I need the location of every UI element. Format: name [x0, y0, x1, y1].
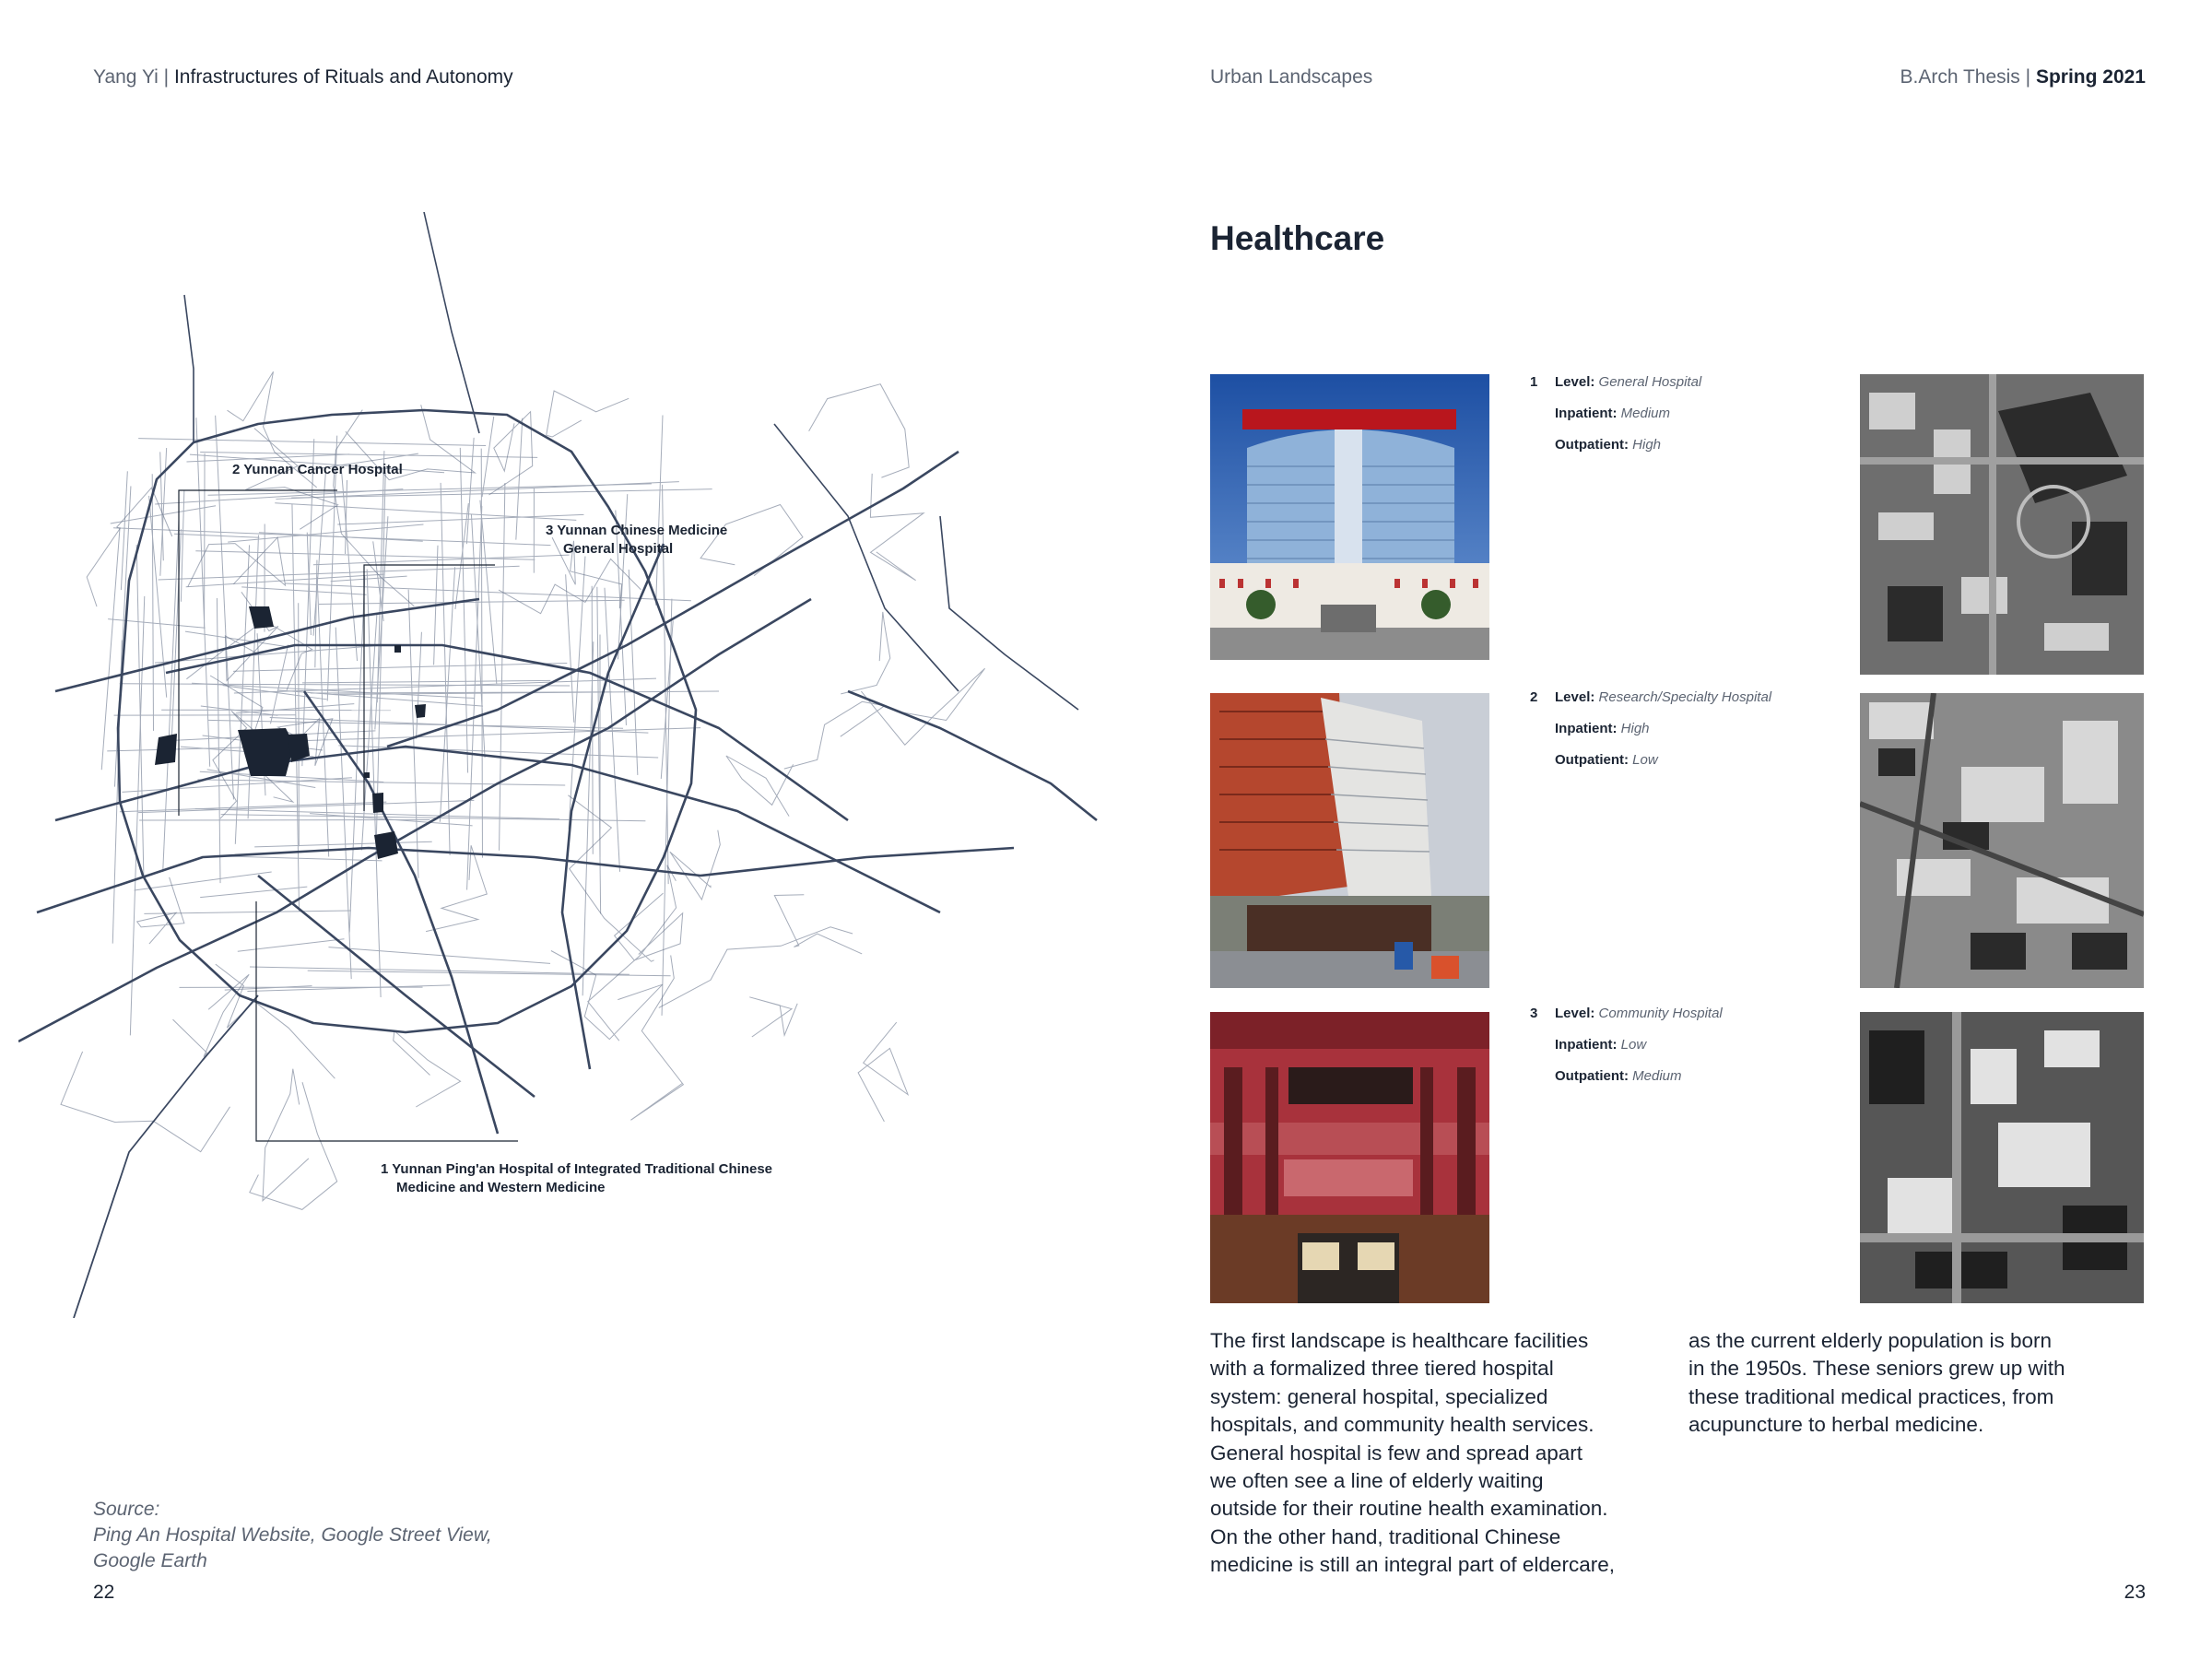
- city-street-map: [18, 212, 1106, 1318]
- hospital-3-photo: [1210, 1012, 1489, 1303]
- outpatient-row: Outpatient: High: [1555, 437, 1662, 453]
- hospital-footprint: [249, 606, 274, 629]
- outpatient-row: Outpatient: Medium: [1555, 1068, 1682, 1084]
- hospital-3-info: [1530, 998, 1723, 1092]
- map-label-chinese-medicine-line1: 3 Yunnan Chinese Medicine: [546, 523, 728, 538]
- hospital-2-satellite: [1860, 693, 2144, 988]
- level-row: Level: Community Hospital: [1555, 1006, 1723, 1021]
- map-label-cancer-hospital: 2 Yunnan Cancer Hospital: [232, 462, 403, 477]
- hospital-3-satellite: [1860, 1012, 2144, 1303]
- hospital-footprint: [364, 772, 370, 778]
- hospital-number: 3: [1530, 1006, 1538, 1021]
- hospital-1-photo: [1210, 374, 1489, 660]
- page-number-left: 22: [93, 1582, 115, 1603]
- inpatient-row: Inpatient: High: [1555, 721, 1650, 736]
- term: Spring 2021: [2035, 66, 2146, 88]
- running-header-right: B.Arch Thesis | Spring 2021: [1900, 66, 2146, 88]
- level-row: Level: Research/Specialty Hospital: [1555, 689, 1772, 705]
- hospital-footprint: [415, 704, 426, 718]
- hospital-footprint: [155, 734, 177, 765]
- hospital-footprint: [372, 793, 383, 813]
- outpatient-row: Outpatient: Low: [1555, 752, 1658, 768]
- body-text-column-1: The first landscape is healthcare facilities with a formalized three tiered hospital system: general hospital, specialized hospitals, and community health services. General hospital is few and spread apart we often see a line of elderly waiting outside for their routine health examination. On the other hand, traditional Chinese medicine is still an integral part of eldercare,: [1210, 1329, 1615, 1577]
- section-title: Healthcare: [1210, 219, 1385, 257]
- hospital-footprint: [394, 645, 401, 653]
- page-number-right: 23: [2124, 1582, 2146, 1603]
- hospital-footprint: [374, 831, 398, 859]
- running-header-left: Yang Yi | Infrastructures of Rituals and Autonomy: [93, 66, 513, 88]
- inpatient-row: Inpatient: Low: [1555, 1037, 1647, 1053]
- minor-streets: [101, 415, 719, 1035]
- author-name: Yang Yi: [93, 66, 159, 88]
- hospital-2-info: [1530, 682, 1771, 776]
- inpatient-row: Inpatient: Medium: [1555, 406, 1671, 421]
- map-label-pingan-line1: 1 Yunnan Ping'an Hospital of Integrated Traditional Chinese: [381, 1161, 773, 1177]
- hospital-1-satellite: [1860, 374, 2144, 675]
- map-label-pingan-line2: Medicine and Western Medicine: [396, 1180, 606, 1195]
- hospital-number: 1: [1530, 374, 1538, 390]
- running-header-section: Urban Landscapes: [1210, 66, 1373, 88]
- hospital-number: 2: [1530, 689, 1538, 705]
- source-note: Source: Ping An Hospital Website, Google Street View, Google Earth: [93, 1499, 492, 1571]
- body-text-column-2: as the current elderly population is born in the 1950s. These seniors grew up with these traditional medical practices, from acupuncture to herbal medicine.: [1688, 1329, 2065, 1437]
- thesis-title: Infrastructures of Rituals and Autonomy: [173, 66, 513, 88]
- hospital-1-info: [1530, 367, 1701, 461]
- hospital-2-photo: [1210, 693, 1489, 988]
- map-label-chinese-medicine-line2: General Hospital: [563, 541, 674, 557]
- level-row: Level: General Hospital: [1555, 374, 1702, 390]
- arterial-roads: [18, 212, 1097, 1318]
- leader-line-1: [256, 901, 518, 1141]
